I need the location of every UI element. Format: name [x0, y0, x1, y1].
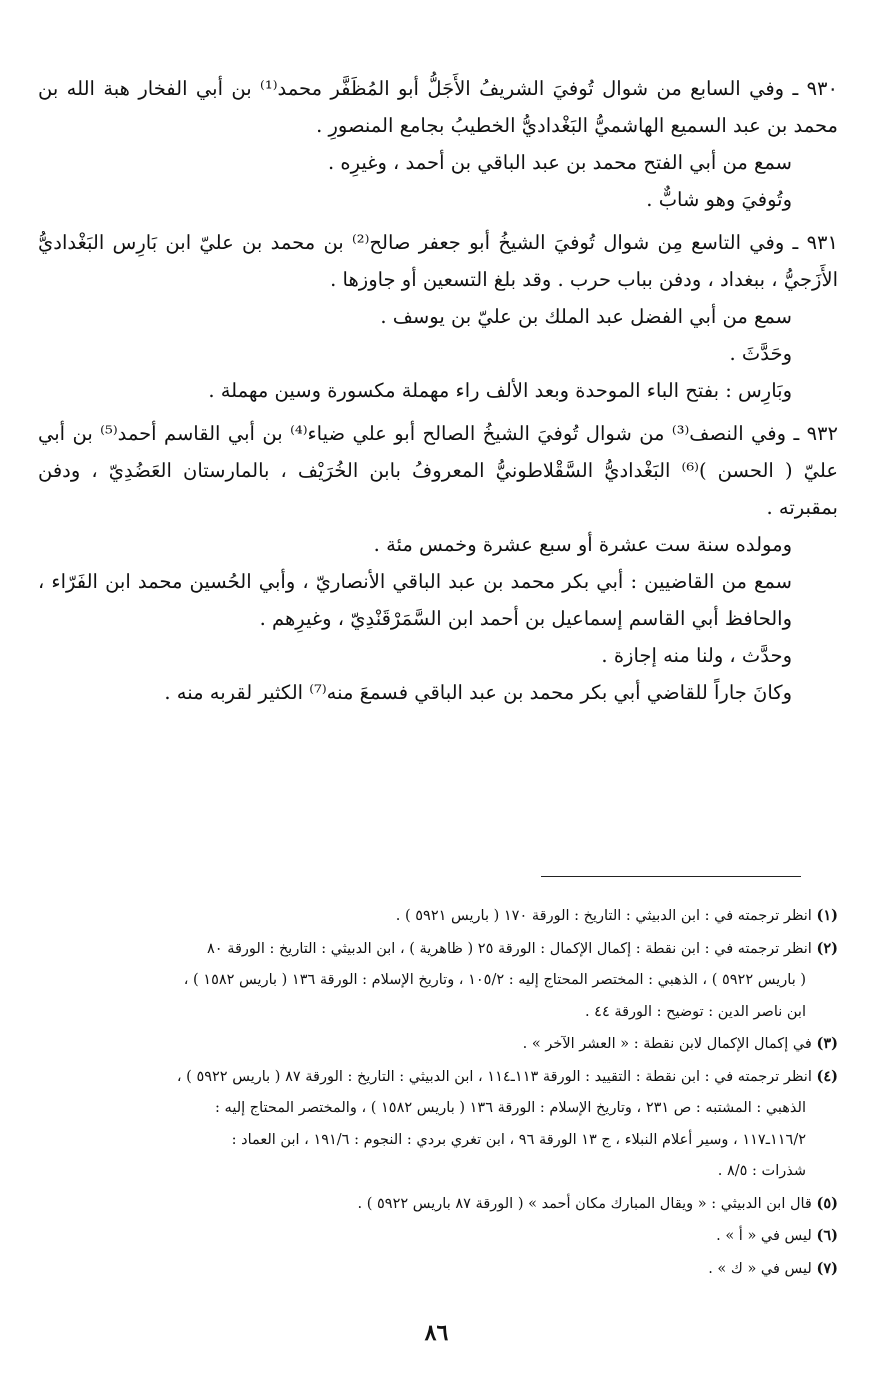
entry-paragraph: وكانَ جاراً للقاضي أبي بكر محمد بن عبد الباقي فسمعَ منه⁽⁷⁾ الكثير لقربه منه .	[164, 681, 792, 704]
entry-931	[38, 224, 838, 409]
footnote-divider	[541, 876, 801, 877]
footnote-2	[38, 933, 838, 966]
footnote-4	[38, 1061, 838, 1094]
entry-paragraph: وتُوفيَ وهو شابٌّ .	[646, 188, 792, 211]
footnote-text: ابن ناصر الدين : توضيح : الورقة ٤٤ .	[584, 1003, 806, 1020]
main-text	[38, 70, 838, 717]
entry-paragraph: سمع من أبي الفضل عبد الملك بن عليّ بن يوسف .	[380, 305, 792, 328]
footnote-text: شذرات : ٨/٥ .	[717, 1163, 806, 1179]
footnote-3	[38, 1028, 838, 1061]
footnote-number: (٦)	[816, 1227, 838, 1244]
footnote-5	[38, 1188, 838, 1221]
footnote-number: (٢)	[816, 939, 838, 957]
footnote-number: (١)	[816, 907, 838, 924]
footnote-text: انظر ترجمته في : ابن الدبيثي : التاريخ : الورقة ١٧٠ ( باريس ٥٩٢١ ) .	[395, 908, 812, 924]
footnote-number: (٥)	[816, 1194, 838, 1212]
entry-paragraph: وبَارِس : بفتح الباء الموحدة وبعد الألف راء مهملة مكسورة وسين مهملة .	[208, 379, 792, 402]
entry-paragraph: ومولده سنة ست عشرة أو سبع عشرة وخمس مئة .	[373, 533, 792, 556]
footnote-6	[38, 1220, 838, 1253]
footnote-text: الذهبي : المشتبه : ص ٢٣١ ، وتاريخ الإسلام : الورقة ١٣٦ ( باريس ١٥٨٢ ) ، والمختصر المحتاج إليه :	[215, 1100, 806, 1116]
entry-paragraph: سمع من القاضيين : أبي بكر محمد بن عبد الباقي الأنصاريّ ، وأبي الحُسين محمد ابن الفَرّاء ، والحافظ أبي القاسم إسماعيل بن أحمد ابن السَّمَرْقَنْدِيّ ، وغيرِهم .	[38, 570, 792, 630]
entry-930	[38, 70, 838, 218]
entry-heading: ٩٣٠ ـ وفي السابع من شوال تُوفيَ الشريفُ الأَجَلُّ أبو المُظَفَّر محمد⁽¹⁾ بن أبي الفخار هبة الله بن محمد بن عبد السميع الهاشميُّ البَغْداديُّ الخطيبُ بجامع المنصورِ .	[38, 77, 838, 137]
footnotes	[38, 900, 838, 1285]
footnote-number: (٤)	[816, 1067, 838, 1085]
footnote-number: (٧)	[816, 1259, 838, 1277]
entry-heading: ٩٣٢ ـ وفي النصف⁽³⁾ من شوال تُوفيَ الشيخُ الصالح أبو علي ضياء⁽⁴⁾ بن أبي القاسم أحمد⁽⁵⁾ بن أبي عليّ ( الحسن )⁽⁶⁾ البَغْداديُّ السَّقْلاطونيُّ المعروفُ بابن الخُرَيْف ، بالمارستان العَضُدِيّ ، ودفن بمقبرته .	[38, 422, 838, 519]
entry-paragraph: وحَدَّثَ .	[729, 342, 792, 365]
entry-heading: ٩٣١ ـ وفي التاسع مِن شوال تُوفيَ الشيخُ أبو جعفر صالح⁽²⁾ بن محمد بن عليّ ابن بَارِس البَغْداديُّ الأَزَجيُّ ، ببغداد ، ودفن بباب حرب . وقد بلغ التسعين أو جاوزها .	[38, 231, 838, 291]
entry-paragraph: وحدَّث ، ولنا منه إجازة .	[601, 644, 792, 667]
entry-paragraph: سمع من أبي الفتح محمد بن عبد الباقي بن أحمد ، وغيرِه .	[327, 151, 792, 174]
footnote-text: انظر ترجمته في : ابن نقطة : إكمال الإكمال : الورقة ٢٥ ( ظاهرية ) ، ابن الدبيثي : التاريخ : الورقة ٨٠	[207, 940, 812, 957]
footnote-text: ليس في « ك » .	[708, 1260, 812, 1277]
page-number: ٨٦	[424, 1320, 449, 1346]
entry-932	[38, 415, 838, 711]
footnote-text: في إكمال الإكمال لابن نقطة : « العشر الآخر » .	[522, 1036, 812, 1052]
footnote-1	[38, 900, 838, 933]
footnote-number: (٣)	[816, 1035, 838, 1052]
footnote-text: ليس في « أ » .	[716, 1228, 812, 1244]
footnote-7	[38, 1253, 838, 1286]
footnote-text: انظر ترجمته في : ابن نقطة : التقييد : الورقة ١١٣ـ١١٤ ، ابن الدبيثي : التاريخ : الورقة ٨٧ ( باريس ٥٩٢٢ ) ،	[176, 1068, 812, 1085]
footnote-text: قال ابن الدبيثي : « ويقال المبارك مكان أحمد » ( الورقة ٨٧ باريس ٥٩٢٢ ) .	[357, 1195, 812, 1212]
footnote-text: ١١٦/٢ـ١١٧ ، وسير أعلام النبلاء ، ج ١٣ الورقة ٩٦ ، ابن تغري بردي : النجوم : ١٩١/٦ ، ابن العماد :	[231, 1131, 806, 1148]
footnote-text: ( باريس ٥٩٢٢ ) ، الذهبي : المختصر المحتاج إليه : ١٠٥/٢ ، وتاريخ الإسلام : الورقة ١٣٦ ( باريس ١٥٨٢ ) ،	[183, 972, 806, 988]
